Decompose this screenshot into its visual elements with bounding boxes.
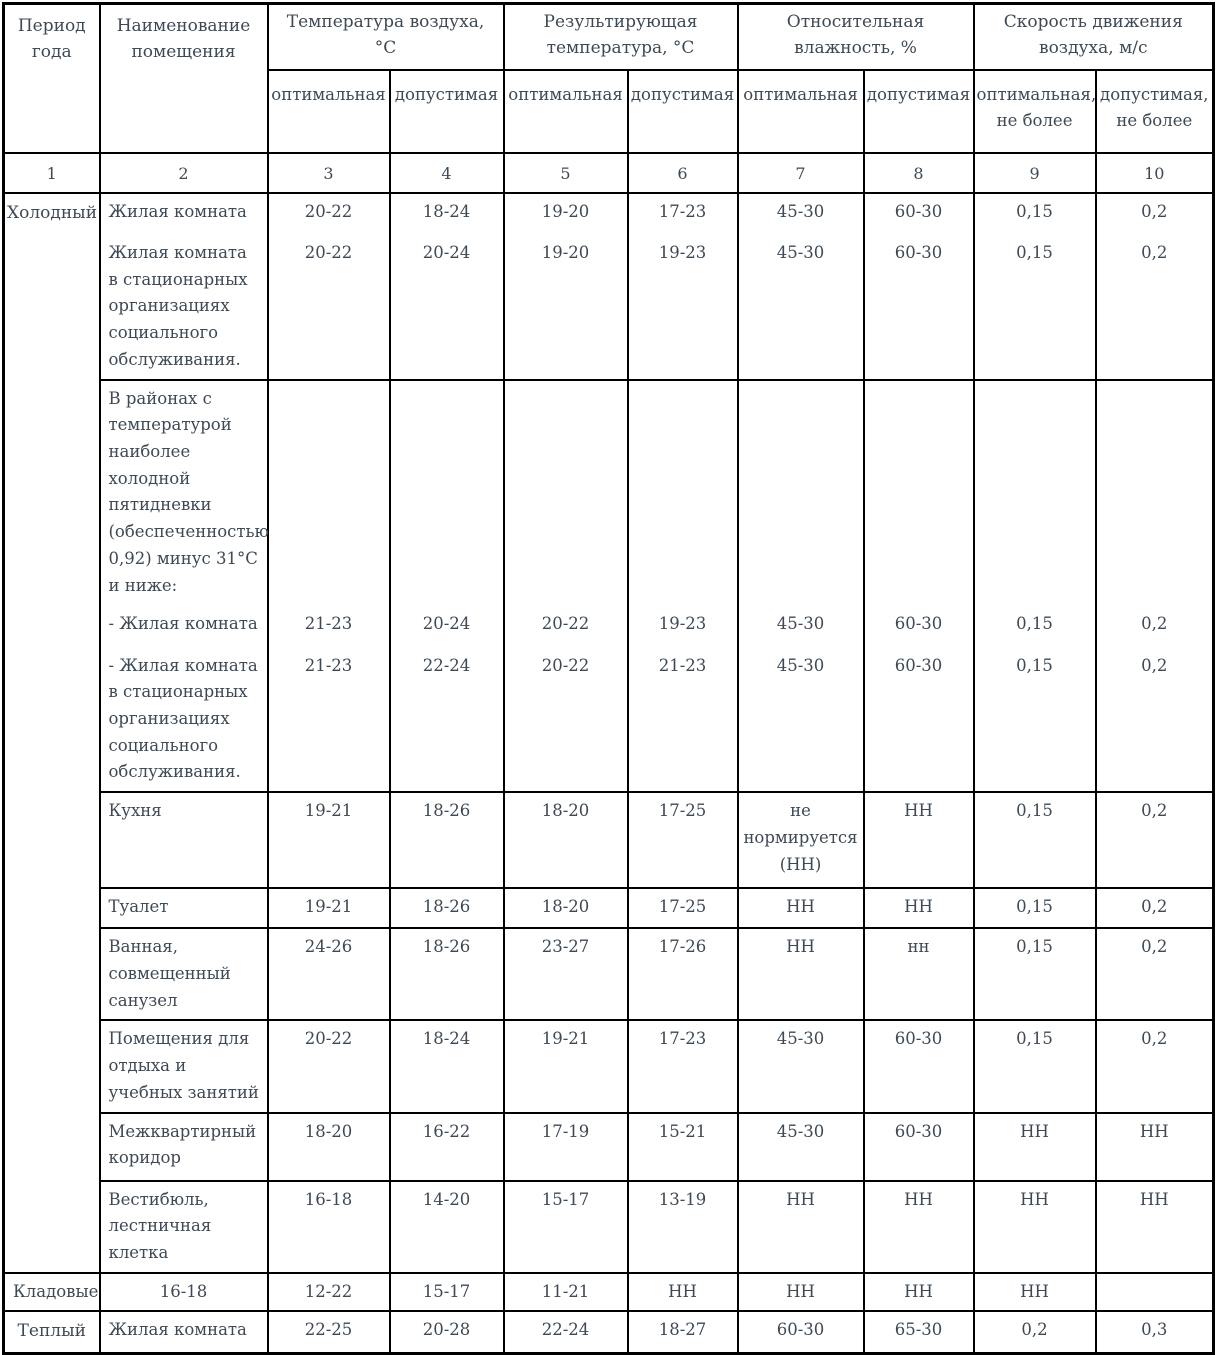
value-cell: 0,2 <box>1096 606 1214 648</box>
value-cell: 14-20 <box>390 1181 504 1273</box>
value-cell: 0,2 <box>1096 792 1214 888</box>
value-cell: 60-30 <box>864 193 974 235</box>
table-row <box>4 380 1214 606</box>
value-cell: 19-21 <box>268 888 390 928</box>
value-cell <box>974 380 1096 606</box>
value-cell: 0,2 <box>1096 1020 1214 1112</box>
table-row <box>4 235 1214 380</box>
value-cell: 20-22 <box>504 648 628 793</box>
value-cell: НН <box>864 888 974 928</box>
value-cell: 60-30 <box>864 606 974 648</box>
value-cell: 0,3 <box>1096 1311 1214 1353</box>
value-cell: 20-24 <box>390 606 504 648</box>
table-row <box>4 1311 1214 1353</box>
value-cell: 21-23 <box>268 606 390 648</box>
value-cell: 16-18 <box>268 1181 390 1273</box>
subheader-permissible: допустимая <box>390 70 504 153</box>
value-cell: 15-17 <box>390 1273 504 1312</box>
table-row <box>4 1181 1214 1273</box>
value-cell: 60-30 <box>864 235 974 380</box>
column-number: 8 <box>864 153 974 193</box>
header-group-row <box>4 4 1214 71</box>
column-number: 10 <box>1096 153 1214 193</box>
value-cell: 16-18 <box>100 1273 268 1312</box>
value-cell: НН <box>864 1273 974 1312</box>
value-cell: 19-21 <box>504 1020 628 1112</box>
room-name-cell: - Жилая комната <box>100 606 268 648</box>
value-cell: 21-23 <box>268 648 390 793</box>
value-cell: 0,15 <box>974 648 1096 793</box>
subheader-optimal: оптимальная <box>268 70 390 153</box>
value-cell: 45-30 <box>738 1113 864 1181</box>
value-cell: 24-26 <box>268 928 390 1020</box>
value-cell: НН <box>974 1181 1096 1273</box>
value-cell <box>1096 380 1214 606</box>
value-cell: 20-22 <box>504 606 628 648</box>
value-cell: 17-23 <box>628 1020 738 1112</box>
table-row <box>4 1273 1214 1312</box>
value-cell: 0,15 <box>974 888 1096 928</box>
value-cell: 19-23 <box>628 235 738 380</box>
value-cell: 19-20 <box>504 193 628 235</box>
table-row <box>4 928 1214 1020</box>
document-page <box>0 2 1220 1342</box>
room-name-cell: Кухня <box>100 792 268 888</box>
room-name-cell: Ванная, совмещенный санузел <box>100 928 268 1020</box>
value-cell: 19-21 <box>268 792 390 888</box>
value-cell: НН <box>628 1273 738 1312</box>
value-cell: 23-27 <box>504 928 628 1020</box>
value-cell: 60-30 <box>738 1311 864 1353</box>
table-row <box>4 888 1214 928</box>
value-cell: НН <box>1096 1181 1214 1273</box>
value-cell: НН <box>738 928 864 1020</box>
room-name-cell: В районах с температурой наиболее холодной пятидневки (обеспеченностью 0,92) минус 31°С и ниже: <box>100 380 268 606</box>
table-row <box>4 1020 1214 1112</box>
value-cell: 18-26 <box>390 928 504 1020</box>
header-number-row <box>4 153 1214 193</box>
value-cell: 0,2 <box>1096 235 1214 380</box>
column-number: 4 <box>390 153 504 193</box>
value-cell: 0,15 <box>974 928 1096 1020</box>
microclimate-standards-table <box>2 2 1215 1355</box>
column-number: 3 <box>268 153 390 193</box>
value-cell: 65-30 <box>864 1311 974 1353</box>
value-cell: 22-24 <box>390 648 504 793</box>
value-cell <box>268 380 390 606</box>
subheader-permissible-max: допустимая, не более <box>1096 70 1214 153</box>
value-cell: 17-23 <box>628 193 738 235</box>
value-cell: 12-22 <box>268 1273 390 1312</box>
value-cell: 20-28 <box>390 1311 504 1353</box>
header-period-of-year: Период года <box>4 4 100 154</box>
value-cell: 45-30 <box>738 193 864 235</box>
header-group-air-temperature: Температура воздуха, °С <box>268 4 504 71</box>
value-cell: 0,15 <box>974 1020 1096 1112</box>
table-row <box>4 193 1214 235</box>
value-cell <box>628 380 738 606</box>
value-cell: 45-30 <box>738 235 864 380</box>
value-cell: 15-17 <box>504 1181 628 1273</box>
value-cell: 0,2 <box>1096 888 1214 928</box>
value-cell: 21-23 <box>628 648 738 793</box>
table-row <box>4 606 1214 648</box>
value-cell: 20-22 <box>268 1020 390 1112</box>
value-cell: не нормируется (НН) <box>738 792 864 888</box>
period-cell-cold: Холодный <box>4 193 100 1273</box>
value-cell: 18-26 <box>390 792 504 888</box>
value-cell: 22-24 <box>504 1311 628 1353</box>
room-name-cell: Жилая комната <box>100 1311 268 1353</box>
table-row <box>4 1113 1214 1181</box>
value-cell: НН <box>738 888 864 928</box>
value-cell: 17-25 <box>628 888 738 928</box>
value-cell: 17-25 <box>628 792 738 888</box>
period-cell-warm: Теплый <box>4 1311 100 1353</box>
value-cell: НН <box>974 1113 1096 1181</box>
value-cell: 0,2 <box>974 1311 1096 1353</box>
column-number: 5 <box>504 153 628 193</box>
header-group-air-speed: Скорость движения воздуха, м/с <box>974 4 1214 71</box>
value-cell: НН <box>738 1273 864 1312</box>
value-cell: 15-21 <box>628 1113 738 1181</box>
header-group-resulting-temperature: Результирующая температура, °С <box>504 4 738 71</box>
value-cell <box>738 380 864 606</box>
value-cell: 20-22 <box>268 193 390 235</box>
subheader-optimal: оптимальная <box>738 70 864 153</box>
value-cell: 45-30 <box>738 606 864 648</box>
value-cell: 19-23 <box>628 606 738 648</box>
value-cell: 18-20 <box>504 792 628 888</box>
value-cell: 18-27 <box>628 1311 738 1353</box>
value-cell: 60-30 <box>864 1113 974 1181</box>
value-cell: 45-30 <box>738 1020 864 1112</box>
header-group-relative-humidity: Относительная влажность, % <box>738 4 974 71</box>
value-cell: 19-20 <box>504 235 628 380</box>
header-room-name: Наименование помещения <box>100 4 268 154</box>
value-cell: 60-30 <box>864 648 974 793</box>
value-cell: 18-24 <box>390 193 504 235</box>
subheader-optimal-max: оптимальная, не более <box>974 70 1096 153</box>
value-cell: 20-24 <box>390 235 504 380</box>
room-name-cell: - Жилая комната в стационарных организациях социального обслуживания. <box>100 648 268 793</box>
column-number: 2 <box>100 153 268 193</box>
value-cell: 45-30 <box>738 648 864 793</box>
table-row <box>4 648 1214 793</box>
subheader-optimal: оптимальная <box>504 70 628 153</box>
value-cell <box>504 380 628 606</box>
value-cell: НН <box>1096 1113 1214 1181</box>
value-cell: 0,2 <box>1096 648 1214 793</box>
value-cell: 20-22 <box>268 235 390 380</box>
room-name-cell: Помещения для отдыха и учебных занятий <box>100 1020 268 1112</box>
subheader-permissible: допустимая <box>628 70 738 153</box>
value-cell: 18-20 <box>268 1113 390 1181</box>
value-cell: 0,2 <box>1096 928 1214 1020</box>
column-number: 9 <box>974 153 1096 193</box>
room-name-cell: Вестибюль, лестничная клетка <box>100 1181 268 1273</box>
value-cell: нн <box>864 928 974 1020</box>
column-number: 1 <box>4 153 100 193</box>
value-cell: 16-22 <box>390 1113 504 1181</box>
value-cell: 0,2 <box>1096 193 1214 235</box>
column-number: 6 <box>628 153 738 193</box>
value-cell: 18-20 <box>504 888 628 928</box>
value-cell: НН <box>738 1181 864 1273</box>
value-cell: 0,15 <box>974 606 1096 648</box>
room-name-cell: Кладовые <box>4 1273 100 1312</box>
value-cell: 18-26 <box>390 888 504 928</box>
value-cell: 0,15 <box>974 235 1096 380</box>
value-cell: 60-30 <box>864 1020 974 1112</box>
value-cell: 11-21 <box>504 1273 628 1312</box>
value-cell: 13-19 <box>628 1181 738 1273</box>
value-cell <box>390 380 504 606</box>
value-cell: 22-25 <box>268 1311 390 1353</box>
room-name-cell: Жилая комната в стационарных организациях социального обслуживания. <box>100 235 268 380</box>
room-name-cell: Туалет <box>100 888 268 928</box>
room-name-cell: Межквартирный коридор <box>100 1113 268 1181</box>
room-name-cell: Жилая комната <box>100 193 268 235</box>
value-cell: НН <box>974 1273 1096 1312</box>
value-cell: 17-26 <box>628 928 738 1020</box>
subheader-permissible: допустимая <box>864 70 974 153</box>
value-cell: НН <box>864 1181 974 1273</box>
value-cell: 0,15 <box>974 193 1096 235</box>
value-cell: 17-19 <box>504 1113 628 1181</box>
value-cell <box>864 380 974 606</box>
value-cell: 0,15 <box>974 792 1096 888</box>
table-row <box>4 792 1214 888</box>
value-cell: НН <box>864 792 974 888</box>
value-cell: 18-24 <box>390 1020 504 1112</box>
column-number: 7 <box>738 153 864 193</box>
